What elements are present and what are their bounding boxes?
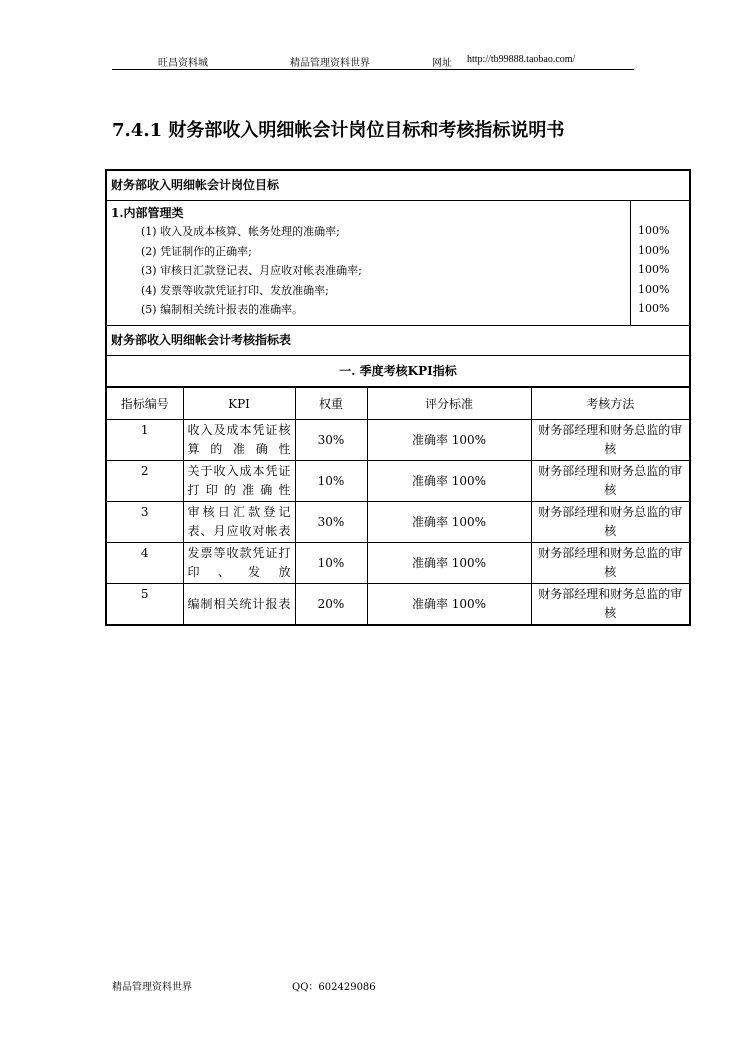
kpi-header-row [107, 388, 689, 420]
goal-item: (2) 凭证制作的正确率; [141, 244, 252, 258]
cell-weight: 20% [295, 584, 367, 625]
cell-weight: 10% [295, 461, 367, 502]
page-title: 7.4.1 财务部收入明细帐会计岗位目标和考核指标说明书 [112, 120, 565, 141]
cell-standard: 准确率 100% [367, 420, 531, 461]
cell-standard: 准确率 100% [367, 502, 531, 543]
goals-values [631, 201, 689, 325]
goal-value: 100% [638, 263, 670, 277]
table-row [107, 502, 689, 543]
footer-qq: QQ：602429086 [292, 982, 376, 993]
cell-no: 1 [107, 420, 183, 461]
col-header-method: 考核方法 [531, 388, 689, 420]
goal-item: (1) 收入及成本核算、帐务处理的准确率; [141, 225, 340, 238]
goal-item: (3) 审核日汇款登记表、月应收对帐表准确率; [141, 264, 362, 278]
goals-category: 1.内部管理类 [111, 206, 184, 220]
footer-left: 精品管理资料世界 [112, 982, 192, 993]
goals-heading: 财务部收入明细帐会计岗位目标 [107, 171, 689, 201]
cell-no: 5 [107, 584, 183, 625]
header-world: 精品管理资料世界 [290, 58, 370, 69]
cell-kpi: 编制相关统计报表 [183, 584, 295, 625]
goal-value: 100% [638, 224, 670, 237]
table-row [107, 420, 689, 461]
cell-kpi: 发票等收款凭证打印、发放 [183, 543, 295, 584]
goal-item: (5) 编制相关统计报表的准确率。 [141, 303, 304, 317]
cell-weight: 30% [295, 502, 367, 543]
cell-method: 财务部经理和财务总监的审核 [531, 461, 689, 502]
cell-standard: 准确率 100% [367, 461, 531, 502]
col-header-no: 指标编号 [107, 388, 183, 420]
cell-weight: 10% [295, 543, 367, 584]
cell-method: 财务部经理和财务总监的审核 [531, 502, 689, 543]
kpi-table [107, 387, 689, 624]
col-header-standard: 评分标准 [367, 388, 531, 420]
goal-value: 100% [638, 243, 670, 257]
cell-method: 财务部经理和财务总监的审核 [531, 584, 689, 625]
page-header [112, 53, 634, 70]
cell-kpi: 收入及成本凭证核算的准确性 [183, 420, 295, 461]
goals-items [107, 201, 631, 325]
col-header-kpi: KPI [183, 388, 295, 420]
col-header-weight: 权重 [295, 388, 367, 420]
cell-no: 3 [107, 502, 183, 543]
goal-item: (4) 发票等收款凭证打印、发放准确率; [141, 283, 329, 297]
goal-value: 100% [638, 302, 670, 316]
cell-kpi: 关于收入成本凭证打印的准确性 [183, 461, 295, 502]
goal-value: 100% [638, 282, 670, 296]
cell-no: 2 [107, 461, 183, 502]
header-site-label: 网址 [432, 58, 452, 69]
table-row [107, 584, 689, 625]
cell-weight: 30% [295, 420, 367, 461]
header-shop: 旺昌资料城 [158, 58, 208, 69]
table-row [107, 461, 689, 502]
goals-block [107, 201, 689, 326]
table-row [107, 543, 689, 584]
cell-kpi: 审核日汇款登记表、月应收对帐表 [183, 502, 295, 543]
cell-method: 财务部经理和财务总监的审核 [531, 420, 689, 461]
kpi-heading: 财务部收入明细帐会计考核指标表 [107, 326, 689, 356]
header-site-url[interactable]: http://tb99888.taobao.com/ [467, 54, 576, 65]
document-table [105, 169, 691, 626]
cell-standard: 准确率 100% [367, 584, 531, 625]
cell-method: 财务部经理和财务总监的审核 [531, 543, 689, 584]
kpi-subheading: 一. 季度考核KPI指标 [107, 356, 689, 387]
cell-no: 4 [107, 543, 183, 584]
cell-standard: 准确率 100% [367, 543, 531, 584]
